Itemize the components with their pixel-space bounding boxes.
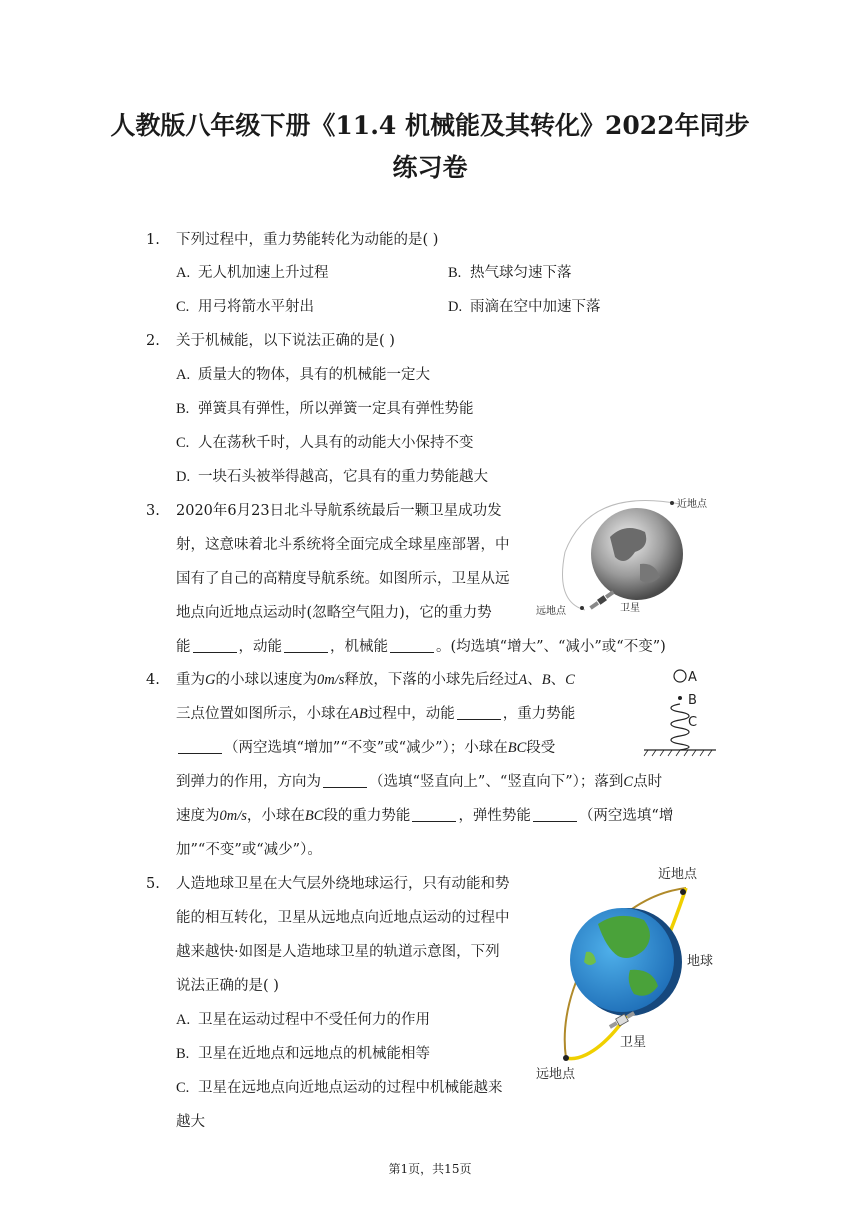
page-title: 人教版八年级下册《11.4 机械能及其转化》2022年同步 bbox=[110, 111, 750, 140]
satellite-icon bbox=[589, 590, 615, 611]
q4-text: 、 bbox=[527, 672, 542, 688]
q4-text: ，重力势能 bbox=[502, 706, 576, 722]
q4-text: （选填“竖直向上”、“竖直向下”）；落到 bbox=[369, 774, 624, 790]
q3-text: 能 bbox=[176, 639, 191, 655]
q4-text: ，小球在 bbox=[246, 808, 305, 824]
page-footer: 第1页，共15页 bbox=[388, 1162, 472, 1176]
q2-option-c-text: 人在荡秋千时，人具有的动能大小保持不变 bbox=[198, 435, 474, 451]
q4-text: 释放，下落的小球先后经过 bbox=[344, 672, 519, 688]
math-symbol: C bbox=[565, 672, 575, 688]
near-point-label: 近地点 bbox=[677, 499, 707, 510]
option-letter: C. bbox=[176, 435, 190, 451]
label-a: A bbox=[688, 670, 697, 685]
satellite-earth-figure bbox=[526, 858, 736, 1088]
q5-option-a bbox=[176, 1010, 430, 1030]
math-symbol: G bbox=[205, 672, 216, 688]
answer-blank[interactable] bbox=[323, 773, 367, 788]
q4-text: 速度为 bbox=[176, 808, 220, 824]
q3-text: 。(均选填“增大”、“减小”或“不变”) bbox=[436, 639, 666, 655]
q5-option-c-cont: 越大 bbox=[176, 1114, 205, 1130]
spring bbox=[671, 704, 689, 750]
q3-line-5 bbox=[176, 637, 666, 657]
q3-line-3: 国有了自己的高精度导航系统。如图所示，卫星从远 bbox=[176, 571, 510, 587]
point-b bbox=[678, 696, 682, 700]
q4-line-6: 加”“不变”或“减少”）。 bbox=[176, 842, 322, 858]
earth-label: 地球 bbox=[687, 954, 714, 969]
q1-option-a-text: 无人机加速上升过程 bbox=[198, 265, 329, 281]
label-b: B bbox=[688, 693, 697, 708]
answer-blank[interactable] bbox=[284, 638, 328, 653]
math-symbol: A bbox=[518, 672, 528, 688]
option-letter: B. bbox=[176, 1046, 190, 1062]
label-c: C bbox=[688, 715, 698, 730]
q4-number: 4. bbox=[146, 672, 160, 688]
q4-text: 、 bbox=[550, 672, 566, 688]
spring-ball-figure bbox=[640, 664, 720, 760]
q2-option-c bbox=[176, 433, 474, 453]
q2-option-d-text: 一块石头被举得越高，它具有的重力势能越大 bbox=[198, 469, 488, 485]
option-letter: C. bbox=[176, 1080, 190, 1096]
q4-line-1 bbox=[176, 670, 575, 690]
q3-text: ，机械能 bbox=[330, 639, 388, 655]
q1-stem: 下列过程中，重力势能转化为动能的是( ) bbox=[176, 232, 439, 248]
q3-line-1: 2020年6月23日北斗导航系统最后一颗卫星成功发 bbox=[176, 503, 502, 519]
option-letter: A. bbox=[176, 265, 191, 281]
q3-number: 3. bbox=[146, 503, 160, 519]
satellite-label: 卫星 bbox=[620, 603, 640, 614]
q3-text: ，动能 bbox=[238, 639, 282, 655]
q4-text: 的小球以速度为 bbox=[215, 672, 317, 688]
option-letter: B. bbox=[176, 401, 190, 417]
option-letter: D. bbox=[448, 299, 463, 315]
answer-blank[interactable] bbox=[533, 807, 577, 822]
q2-option-a bbox=[176, 365, 430, 385]
option-letter: B. bbox=[448, 265, 462, 281]
option-letter: A. bbox=[176, 1012, 191, 1028]
q5-option-c-text: 卫星在远地点向近地点运动的过程中机械能越来 bbox=[198, 1080, 503, 1096]
q4-line-5 bbox=[176, 806, 673, 826]
q5-line-3: 越来越快·如图是人造地球卫星的轨道示意图，下列 bbox=[176, 944, 500, 960]
q2-option-b bbox=[176, 399, 474, 419]
q4-text: 重为 bbox=[176, 672, 205, 688]
q4-text: 段的重力势能 bbox=[323, 808, 411, 824]
far-point-label: 远地点 bbox=[536, 606, 566, 617]
near-point-label: 近地点 bbox=[658, 867, 698, 882]
q1-option-c bbox=[176, 297, 314, 317]
math-symbol: B bbox=[541, 672, 551, 688]
q1-option-c-text: 用弓将箭水平射出 bbox=[198, 299, 314, 315]
q1-option-d bbox=[448, 297, 601, 317]
q4-text: 点时 bbox=[633, 774, 663, 790]
math-symbol: AB bbox=[350, 706, 368, 722]
q5-line-4: 说法正确的是( ) bbox=[176, 978, 279, 994]
q5-option-a-text: 卫星在运动过程中不受任何力的作用 bbox=[198, 1012, 430, 1028]
math-symbol: 0m/s bbox=[219, 808, 247, 824]
answer-blank[interactable] bbox=[412, 807, 456, 822]
option-letter: C. bbox=[176, 299, 190, 315]
earth-globe bbox=[591, 508, 683, 600]
q2-stem: 关于机械能，以下说法正确的是( ) bbox=[176, 333, 395, 349]
answer-blank[interactable] bbox=[457, 705, 501, 720]
q3-line-2: 射，这意味着北斗系统将全面完成全球星座部署，中 bbox=[176, 537, 510, 553]
q4-text: （两空选填“增 bbox=[578, 808, 674, 824]
answer-blank[interactable] bbox=[178, 739, 222, 754]
q4-text: ，弹性势能 bbox=[458, 808, 531, 824]
option-letter: A. bbox=[176, 367, 191, 383]
q5-option-c bbox=[176, 1078, 503, 1098]
page-title-line2: 练习卷 bbox=[392, 153, 468, 182]
math-symbol: C bbox=[623, 774, 634, 790]
q5-option-b bbox=[176, 1044, 430, 1064]
math-symbol: 0m/s bbox=[316, 672, 345, 688]
q3-line-4: 地点向近地点运动时(忽略空气阻力)，它的重力势 bbox=[176, 605, 492, 621]
q2-option-a-text: 质量大的物体，具有的机械能一定大 bbox=[198, 367, 430, 383]
q1-number: 1. bbox=[146, 232, 160, 248]
answer-blank[interactable] bbox=[390, 638, 434, 653]
q1-option-b bbox=[448, 263, 572, 283]
q2-option-b-text: 弹簧具有弹性，所以弹簧一定具有弹性势能 bbox=[198, 401, 474, 417]
q5-number: 5. bbox=[146, 876, 160, 892]
satellite-label: 卫星 bbox=[620, 1035, 647, 1050]
math-symbol: BC bbox=[304, 808, 324, 824]
q4-text: 过程中，动能 bbox=[367, 706, 455, 722]
far-point-dot bbox=[563, 1055, 569, 1061]
q4-line-2 bbox=[176, 704, 575, 724]
option-letter: D. bbox=[176, 469, 191, 485]
ground-hatching bbox=[644, 750, 712, 756]
ball-at-a bbox=[674, 670, 686, 682]
q5-line-1: 人造地球卫星在大气层外绕地球运行，只有动能和势 bbox=[176, 876, 510, 892]
q1-option-b-text: 热气球匀速下落 bbox=[470, 265, 572, 281]
far-point-label: 远地点 bbox=[536, 1067, 576, 1082]
q4-text: 段受 bbox=[526, 740, 556, 756]
math-symbol: BC bbox=[507, 740, 527, 756]
q4-text: （两空选填“增加”“不变”或“减少”）；小球在 bbox=[224, 740, 508, 756]
q4-line-3 bbox=[176, 738, 555, 758]
q4-text: 三点位置如图所示，小球在 bbox=[176, 706, 350, 722]
near-point-dot bbox=[680, 889, 686, 895]
answer-blank[interactable] bbox=[193, 638, 237, 653]
q2-option-d bbox=[176, 467, 488, 487]
q1-option-d-text: 雨滴在空中加速下落 bbox=[470, 299, 601, 315]
q5-option-b-text: 卫星在近地点和远地点的机械能相等 bbox=[198, 1046, 430, 1062]
q4-line-4 bbox=[176, 772, 662, 792]
near-point-dot bbox=[670, 501, 674, 505]
satellite-orbit-figure-small bbox=[530, 492, 720, 627]
q1-option-a bbox=[176, 263, 329, 283]
q2-number: 2. bbox=[146, 333, 160, 349]
q4-text: 到弹力的作用，方向为 bbox=[176, 774, 321, 790]
far-point-dot bbox=[580, 606, 584, 610]
q5-line-2: 能的相互转化，卫星从远地点向近地点运动的过程中 bbox=[176, 910, 510, 926]
